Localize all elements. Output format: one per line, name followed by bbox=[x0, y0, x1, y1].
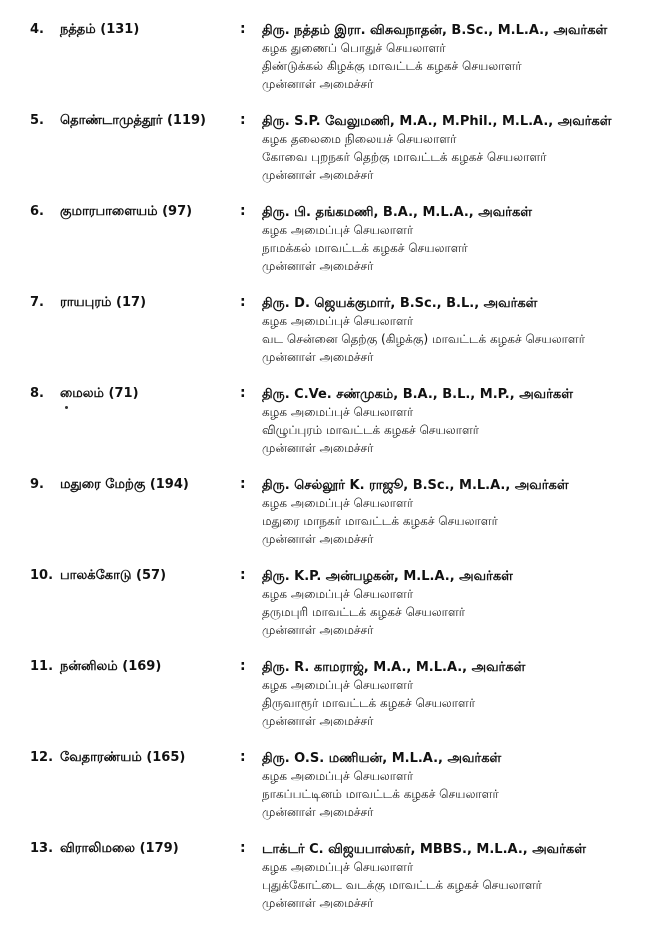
member-role: கழக அமைப்புச் செயலாளர் bbox=[262, 587, 414, 601]
entry-number: 8. bbox=[30, 386, 44, 401]
entry-number: 9. bbox=[30, 477, 44, 492]
constituency-name: குமாரபாளையம் (97) bbox=[60, 204, 193, 219]
member-list bbox=[0, 10, 663, 920]
constituency-name: விராலிமலை (179) bbox=[60, 841, 179, 856]
list-item bbox=[0, 829, 663, 920]
member-role: முன்னாள் அமைச்சர் bbox=[262, 805, 374, 819]
member-role: கழக துணைப் பொதுச் செயலாளர் bbox=[262, 41, 446, 55]
member-details bbox=[262, 841, 657, 912]
member-role: கழக அமைப்புச் செயலாளர் bbox=[262, 314, 414, 328]
list-item bbox=[0, 10, 663, 101]
ink-speck bbox=[65, 406, 68, 409]
list-item bbox=[0, 101, 663, 192]
constituency-name: நன்னிலம் (169) bbox=[60, 659, 162, 674]
entry-number: 12. bbox=[30, 750, 54, 765]
list-item bbox=[0, 374, 663, 465]
list-item bbox=[0, 465, 663, 556]
member-role: கழக அமைப்புச் செயலாளர் bbox=[262, 496, 414, 510]
member-role: விழுப்புரம் மாவட்டக் கழகச் செயலாளர் bbox=[262, 423, 480, 437]
member-name: திரு. S.P. வேலுமணி, M.A., M.Phil., M.L.A., அவர்கள் bbox=[262, 114, 612, 129]
member-details bbox=[262, 22, 657, 93]
member-role: கோவை புறநகர் தெற்கு மாவட்டக் கழகச் செயலாளர் bbox=[262, 150, 547, 164]
entry-number: 5. bbox=[30, 113, 44, 128]
member-details bbox=[262, 386, 657, 457]
member-role: முன்னாள் அமைச்சர் bbox=[262, 896, 374, 910]
member-details bbox=[262, 295, 657, 366]
member-name: திரு. O.S. மணியன், M.L.A., அவர்கள் bbox=[262, 751, 502, 766]
separator-colon: : bbox=[240, 294, 246, 310]
member-role: கழக தலைமை நிலையச் செயலாளர் bbox=[262, 132, 457, 146]
separator-colon: : bbox=[240, 21, 246, 37]
member-role: முன்னாள் அமைச்சர் bbox=[262, 77, 374, 91]
member-role: முன்னாள் அமைச்சர் bbox=[262, 714, 374, 728]
separator-colon: : bbox=[240, 749, 246, 765]
separator-colon: : bbox=[240, 203, 246, 219]
member-name: திரு. நத்தம் இரா. விசுவநாதன், B.Sc., M.L.A., அவர்கள் bbox=[262, 23, 608, 38]
constituency-name: பாலக்கோடு (57) bbox=[60, 568, 167, 583]
member-details bbox=[262, 659, 657, 730]
member-details bbox=[262, 204, 657, 275]
separator-colon: : bbox=[240, 658, 246, 674]
member-name: திரு. K.P. அன்பழகன், M.L.A., அவர்கள் bbox=[262, 569, 513, 584]
member-details bbox=[262, 477, 657, 548]
entry-number: 6. bbox=[30, 204, 44, 219]
member-role: நாகப்பட்டினம் மாவட்டக் கழகச் செயலாளர் bbox=[262, 787, 499, 801]
constituency-name: மைலம் (71) bbox=[60, 386, 139, 401]
list-item bbox=[0, 738, 663, 829]
entry-number: 10. bbox=[30, 568, 54, 583]
member-details bbox=[262, 113, 657, 184]
separator-colon: : bbox=[240, 385, 246, 401]
member-role: கழக அமைப்புச் செயலாளர் bbox=[262, 678, 414, 692]
member-role: தருமபுரி மாவட்டக் கழகச் செயலாளர் bbox=[262, 605, 466, 619]
member-name: திரு. பி. தங்கமணி, B.A., M.L.A., அவர்கள் bbox=[262, 205, 532, 220]
list-item bbox=[0, 647, 663, 738]
constituency-name: ராயபுரம் (17) bbox=[60, 295, 147, 310]
member-name: திரு. R. காமராஜ், M.A., M.L.A., அவர்கள் bbox=[262, 660, 526, 675]
member-role: முன்னாள் அமைச்சர் bbox=[262, 441, 374, 455]
member-name: திரு. D. ஜெயக்குமார், B.Sc., B.L., அவர்கள் bbox=[262, 296, 538, 311]
member-role: மதுரை மாநகர் மாவட்டக் கழகச் செயலாளர் bbox=[262, 514, 498, 528]
member-role: வட சென்னை தெற்கு (கிழக்கு) மாவட்டக் கழகச் செயலாளர் bbox=[262, 332, 586, 346]
member-role: கழக அமைப்புச் செயலாளர் bbox=[262, 860, 414, 874]
separator-colon: : bbox=[240, 567, 246, 583]
separator-colon: : bbox=[240, 112, 246, 128]
list-item bbox=[0, 192, 663, 283]
member-details bbox=[262, 750, 657, 821]
member-details bbox=[262, 568, 657, 639]
separator-colon: : bbox=[240, 476, 246, 492]
member-role: முன்னாள் அமைச்சர் bbox=[262, 259, 374, 273]
entry-number: 4. bbox=[30, 22, 44, 37]
constituency-name: நத்தம் (131) bbox=[60, 22, 140, 37]
constituency-name: மதுரை மேற்கு (194) bbox=[60, 477, 189, 492]
list-item bbox=[0, 283, 663, 374]
member-role: கழக அமைப்புச் செயலாளர் bbox=[262, 769, 414, 783]
member-role: கழக அமைப்புச் செயலாளர் bbox=[262, 405, 414, 419]
member-name: திரு. C.Ve. சண்முகம், B.A., B.L., M.P., அவர்கள் bbox=[262, 387, 573, 402]
member-name: டாக்டர் C. விஜயபாஸ்கர், MBBS., M.L.A., அவர்கள் bbox=[262, 842, 586, 857]
member-name: திரு. செல்லூர் K. ராஜூ, B.Sc., M.L.A., அவர்கள் bbox=[262, 478, 569, 493]
list-item bbox=[0, 556, 663, 647]
member-role: திருவாரூர் மாவட்டக் கழகச் செயலாளர் bbox=[262, 696, 476, 710]
member-role: திண்டுக்கல் கிழக்கு மாவட்டக் கழகச் செயலாளர் bbox=[262, 59, 522, 73]
member-role: கழக அமைப்புச் செயலாளர் bbox=[262, 223, 414, 237]
member-role: முன்னாள் அமைச்சர் bbox=[262, 168, 374, 182]
constituency-name: வேதாரண்யம் (165) bbox=[60, 750, 186, 765]
member-role: புதுக்கோட்டை வடக்கு மாவட்டக் கழகச் செயலாளர் bbox=[262, 878, 542, 892]
entry-number: 7. bbox=[30, 295, 44, 310]
entry-number: 13. bbox=[30, 841, 54, 856]
constituency-name: தொண்டாமுத்தூர் (119) bbox=[60, 113, 206, 128]
separator-colon: : bbox=[240, 840, 246, 856]
member-role: முன்னாள் அமைச்சர் bbox=[262, 532, 374, 546]
entry-number: 11. bbox=[30, 659, 54, 674]
member-role: முன்னாள் அமைச்சர் bbox=[262, 350, 374, 364]
member-role: நாமக்கல் மாவட்டக் கழகச் செயலாளர் bbox=[262, 241, 468, 255]
member-role: முன்னாள் அமைச்சர் bbox=[262, 623, 374, 637]
